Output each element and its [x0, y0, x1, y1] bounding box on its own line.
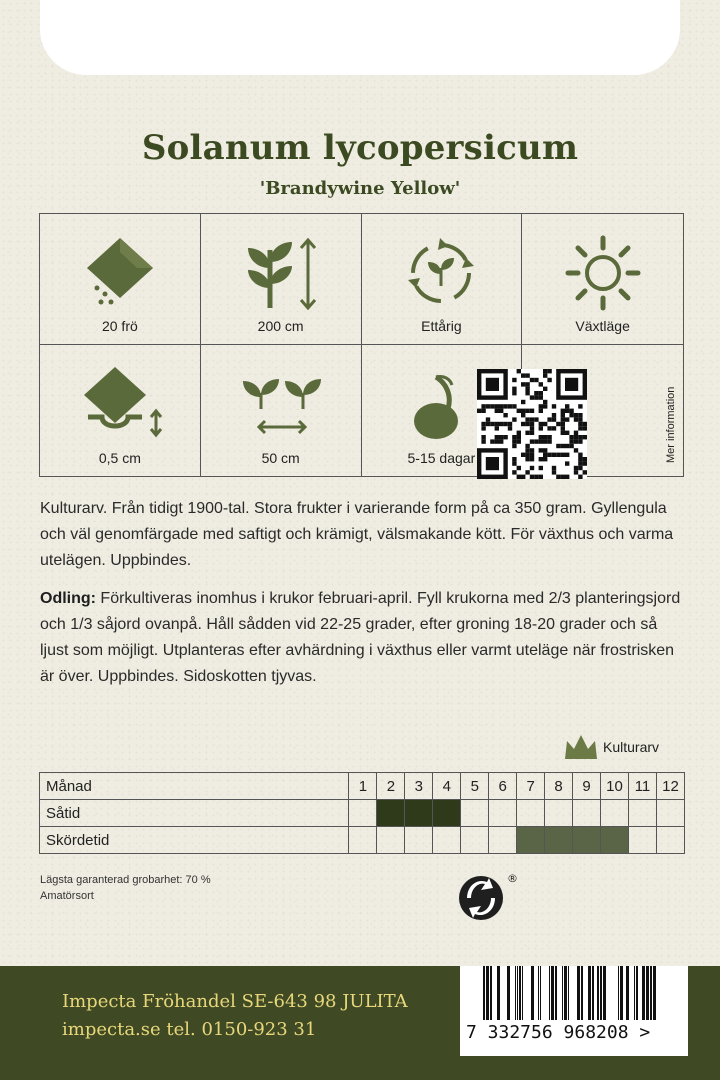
harvest-month-cell [377, 827, 405, 854]
variety-subtitle: 'Brandywine Yellow' [259, 178, 461, 199]
location: Växtläge [575, 318, 630, 334]
month-cell: 4 [433, 773, 461, 800]
sun-icon [558, 228, 648, 318]
lifecycle: Ettårig [421, 318, 462, 334]
barcode-number: 7 332756 968208 > [466, 1022, 651, 1043]
sowing-month-cell [377, 800, 405, 827]
sowing-row [40, 800, 685, 827]
sowing-month-cell [517, 800, 545, 827]
month-label: Månad [40, 773, 349, 800]
location-cell [522, 214, 683, 345]
month-cell: 2 [377, 773, 405, 800]
sowing-calendar [39, 772, 685, 854]
sowing-month-cell [573, 800, 601, 827]
qr-cell [522, 345, 683, 476]
qr-label: Mer information [665, 386, 677, 463]
green-dot-logo [457, 868, 519, 935]
company-address: Impecta Fröhandel SE-643 98 JULITA [62, 991, 408, 1012]
sowing-label: Såtid [40, 800, 349, 827]
registered-mark: ® [507, 872, 518, 885]
harvest-month-cell [405, 827, 433, 854]
company-info [62, 988, 408, 1044]
cultivation-label: Odling: [40, 590, 96, 607]
sowing-month-cell [405, 800, 433, 827]
harvest-month-cell [461, 827, 489, 854]
hanger-cutout [40, 0, 680, 75]
cultivation-text: Förkultiveras inomhus i krukor februari-april. Fyll krukorna med 2/3 planteringsjord och 1/3 såjord ovanpå. Håll sådden vid 22-25 grader, efter groning 18-20 grader och så ljust som möjligt. Utplanteras efter avhärdning i växthus eller varmt uteläge när frostrisken är över. Uppbindes. Sidoskotten tjyvas. [40, 590, 681, 685]
harvest-month-cell [489, 827, 517, 854]
month-cell: 6 [489, 773, 517, 800]
harvest-month-cell [545, 827, 573, 854]
harvest-month-cell [656, 827, 684, 854]
recycling-green-dot-icon [457, 868, 519, 930]
cultivation-instructions [40, 586, 690, 690]
harvest-label: Skördetid [40, 827, 349, 854]
month-cell: 9 [573, 773, 601, 800]
sowing-month-cell [656, 800, 684, 827]
plant-height-icon [236, 228, 326, 318]
harvest-month-cell [517, 827, 545, 854]
barcode [460, 966, 688, 1056]
sowing-month-cell [489, 800, 517, 827]
depth-cell [40, 345, 201, 476]
heritage-label: Kulturarv [603, 739, 660, 755]
variety-description: Kulturarv. Från tidigt 1900-tal. Stora frukter i varierande form på ca 350 gram. Gyllengula och väl genomfärgade med saftigt och krämigt, välsmakande kött. För växthus och varma utelägen. Uppbindes. [40, 500, 674, 569]
month-cell: 7 [517, 773, 545, 800]
month-cell: 10 [601, 773, 629, 800]
category: Amatörsort [40, 890, 94, 902]
crown-icon [563, 733, 599, 761]
species-title: Solanum lycopersicum [141, 128, 579, 168]
annual-cycle-icon [396, 228, 486, 318]
company-contact: impecta.se tel. 0150-923 31 [62, 1019, 317, 1040]
month-cell: 12 [656, 773, 684, 800]
spacing-cell [201, 345, 362, 476]
heritage-badge [563, 732, 659, 762]
month-cell: 8 [545, 773, 573, 800]
sowing-month-cell [433, 800, 461, 827]
harvest-row [40, 827, 685, 854]
germination-days: 5-15 dagar [407, 450, 476, 466]
harvest-month-cell [601, 827, 629, 854]
sowing-month-cell [545, 800, 573, 827]
sowing-month-cell [349, 800, 377, 827]
month-cell: 11 [629, 773, 657, 800]
sowing-month-cell [461, 800, 489, 827]
height-cell [201, 214, 362, 345]
harvest-month-cell [629, 827, 657, 854]
month-cell: 1 [349, 773, 377, 800]
plant-height: 200 cm [257, 318, 304, 334]
calendar-months-row [40, 773, 685, 800]
seeds-cell [40, 214, 201, 345]
plant-spacing-icon [231, 359, 331, 449]
sowing-month-cell [629, 800, 657, 827]
sowing-depth: 0,5 cm [98, 450, 141, 466]
qr-code-icon [477, 369, 587, 479]
harvest-month-cell [433, 827, 461, 854]
info-grid [39, 213, 684, 477]
footer [0, 966, 720, 1080]
harvest-month-cell [349, 827, 377, 854]
lifecycle-cell [362, 214, 523, 345]
sowing-month-cell [601, 800, 629, 827]
month-cell: 5 [461, 773, 489, 800]
harvest-month-cell [573, 827, 601, 854]
barcode-bars [470, 966, 678, 1022]
month-cell: 3 [405, 773, 433, 800]
germination-rate: Lägsta garanterad grobarhet: 70 % [40, 874, 211, 886]
seeds-count: 20 frö [101, 318, 138, 334]
seed-packet-icon [75, 228, 165, 318]
plant-spacing: 50 cm [261, 450, 300, 466]
sprouting-seed-icon [396, 359, 486, 449]
sowing-depth-icon [70, 359, 170, 449]
legal-info [40, 872, 211, 904]
